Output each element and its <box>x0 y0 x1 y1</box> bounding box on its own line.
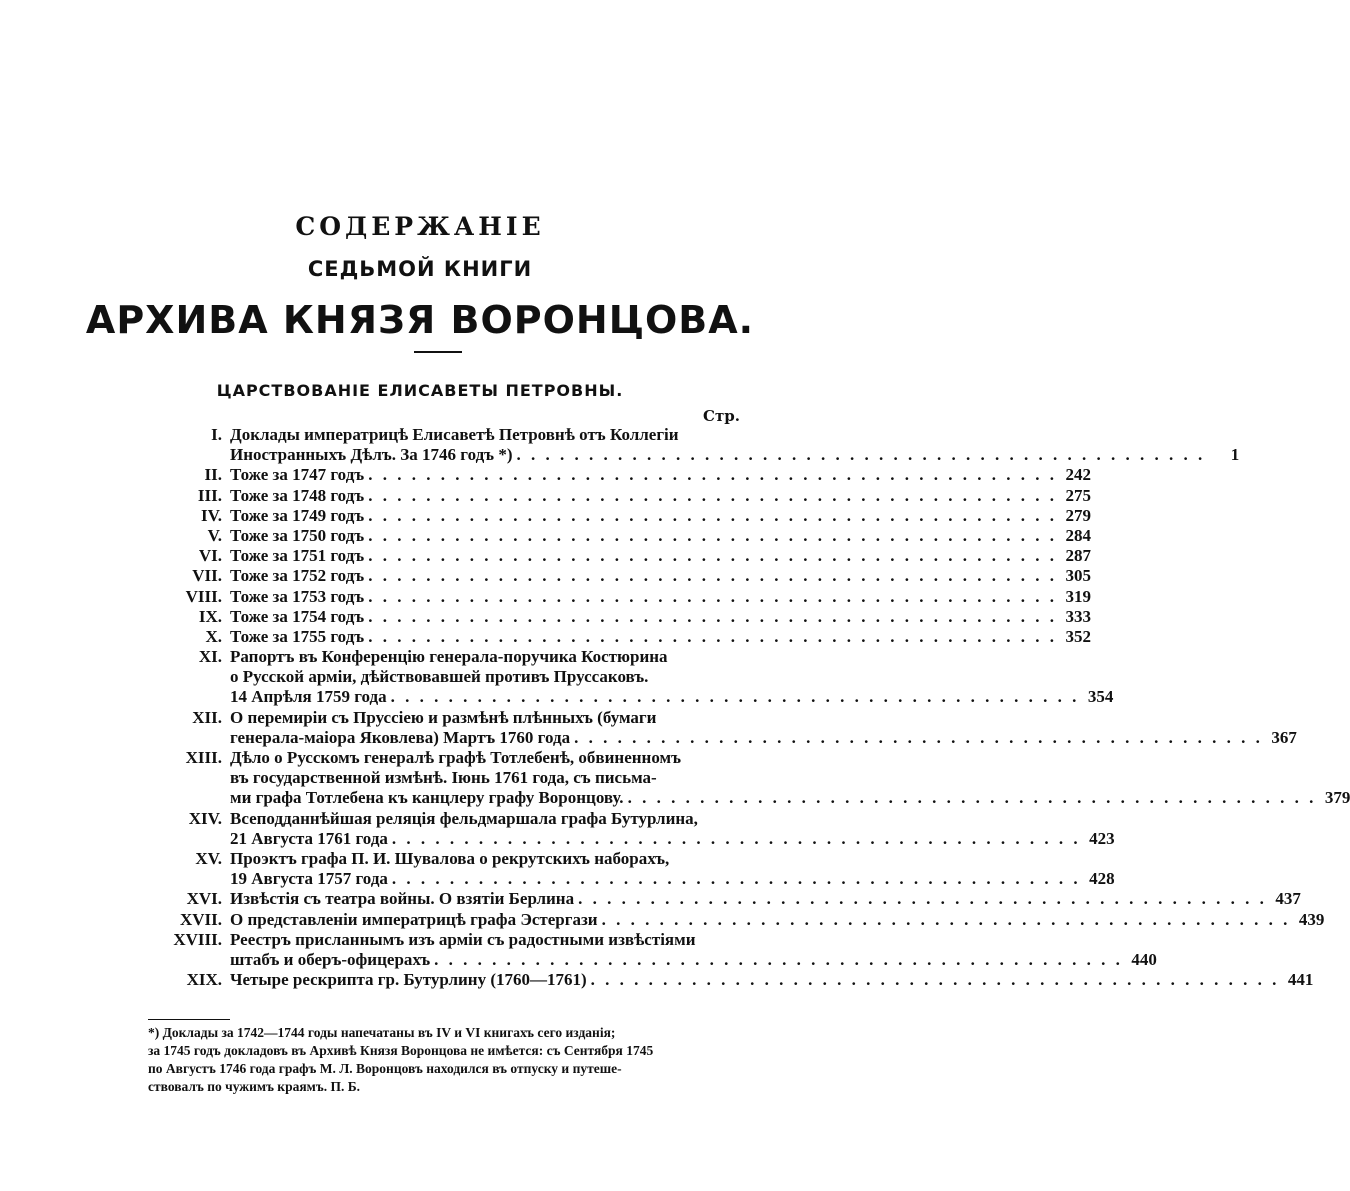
toc-entry-number: VI. <box>198 546 222 566</box>
toc-entry <box>170 929 1157 970</box>
toc-entry-title: Тоже за 1750 годъ <box>230 525 365 545</box>
toc-page-number: 305 <box>1065 566 1091 586</box>
toc-page-number: 275 <box>1065 485 1091 505</box>
toc-page-number: 367 <box>1271 727 1297 747</box>
toc-entry-title: Доклады императрицѣ Елисаветѣ Петровнѣ отъ Коллегіи <box>230 425 679 444</box>
toc-entry-number: XIV. <box>188 808 222 828</box>
toc-page-number: 440 <box>1131 949 1157 969</box>
page-title: АРХИВА КНЯЗЯ ВОРОНЦОВА. <box>85 298 755 342</box>
toc-entry-number: IX. <box>198 606 222 626</box>
toc-entry-title: О представленіи императрицѣ графа Эстергази <box>230 909 598 929</box>
toc-entry-number: IV. <box>201 505 222 525</box>
dot-leader: . . . . . . . . . . . . . . . . . . . . . . . . . . . . . . . . . . . . . . . . . . . . . . . . <box>368 626 1057 646</box>
toc-entry-number: XV. <box>195 848 222 868</box>
toc-entry-title: Тоже за 1752 годъ <box>230 566 365 586</box>
toc-entry-title: Тоже за 1747 годъ <box>230 465 365 485</box>
toc-entry-title: 14 Апрѣля 1759 года <box>230 687 387 707</box>
toc-entry-number: V. <box>207 525 222 545</box>
toc-entry <box>170 586 1091 607</box>
toc-entry <box>170 707 1297 748</box>
toc-entry-number: VII. <box>192 566 222 586</box>
toc-entry <box>170 525 1091 546</box>
dot-leader: . . . . . . . . . . . . . . . . . . . . . . . . . . . . . . . . . . . . . . . . . . . . . . . . <box>627 788 1317 808</box>
dot-leader: . . . . . . . . . . . . . . . . . . . . . . . . . . . . . . . . . . . . . . . . . . . . . . . . <box>368 525 1057 545</box>
toc-page-number: 352 <box>1065 626 1091 646</box>
toc-entry-number: XI. <box>198 647 222 667</box>
toc-entry <box>170 889 1301 909</box>
dot-leader: . . . . . . . . . . . . . . . . . . . . . . . . . . . . . . . . . . . . . . . . . . . . . . . . <box>601 909 1291 929</box>
toc-entry-number: I. <box>211 425 222 444</box>
toc-entry-title: Четыре рескрипта гр. Бутурлину (1760—1761) <box>230 970 587 990</box>
title-divider <box>414 351 462 353</box>
dot-leader: . . . . . . . . . . . . . . . . . . . . . . . . . . . . . . . . . . . . . . . . . . . . . . . . <box>578 889 1267 909</box>
toc-entry-number: VIII. <box>185 586 222 606</box>
toc-entry-title: Тоже за 1753 годъ <box>230 586 365 606</box>
toc-page-number: 319 <box>1065 586 1091 606</box>
toc-entry-number: XVIII. <box>173 929 222 949</box>
dot-leader: . . . . . . . . . . . . . . . . . . . . . . . . . . . . . . . . . . . . . . . . . . . . . . . . <box>391 828 1081 848</box>
dot-leader: . . . . . . . . . . . . . . . . . . . . . . . . . . . . . . . . . . . . . . . . . . . . . . . . <box>368 606 1057 626</box>
dot-leader: . . . . . . . . . . . . . . . . . . . . . . . . . . . . . . . . . . . . . . . . . . . . . . . . <box>590 970 1280 990</box>
footnote-line: ствовалъ по чужимъ краямъ. П. Б. <box>148 1079 361 1094</box>
toc-entry-title: въ государственной измѣнѣ. Іюнь 1761 года, съ письма- <box>230 768 657 788</box>
toc-entry-number: XIII. <box>185 748 222 767</box>
toc-entry-title: 19 Августа 1757 года <box>230 869 388 889</box>
toc-entry <box>170 425 1240 465</box>
toc-entry-title: штабъ и оберъ-офицерахъ <box>230 949 431 969</box>
toc-entry-title: Реестръ присланнымъ изъ арміи съ радостными извѣстіями <box>230 929 696 949</box>
dot-leader: . . . . . . . . . . . . . . . . . . . . . . . . . . . . . . . . . . . . . . . . . . . . . . . . <box>368 586 1057 606</box>
footnote-divider <box>148 1019 230 1020</box>
toc-entry-title: Тоже за 1749 годъ <box>230 505 365 525</box>
ornate-title: СОДЕРЖАНІЕ <box>295 212 545 241</box>
dot-leader: . . . . . . . . . . . . . . . . . . . . . . . . . . . . . . . . . . . . . . . . . . . . . . . . <box>574 727 1263 747</box>
toc-entry-title: Проэктъ графа П. И. Шувалова о рекрутскихъ наборахъ, <box>230 848 670 868</box>
toc-entry <box>170 848 1115 889</box>
footnote-line: по Августъ 1746 года графъ М. Л. Воронцовъ находился въ отпуску и путеше- <box>148 1061 622 1076</box>
toc-entry <box>170 909 1325 930</box>
toc-page-number: 354 <box>1087 687 1114 707</box>
toc-entry-number: XII. <box>192 707 222 727</box>
toc-page-number: 439 <box>1298 909 1325 929</box>
toc-entry <box>170 485 1091 506</box>
toc-page-number: 441 <box>1287 970 1314 990</box>
toc-entry-title: Рапортъ въ Конференцію генерала-поручика Костюрина <box>230 647 668 667</box>
toc-page-number: 379 <box>1324 788 1350 808</box>
toc-entry <box>170 626 1091 647</box>
toc-entry-title: Тоже за 1748 годъ <box>230 485 365 505</box>
toc-entry-title: О перемиріи съ Пруссіею и размѣнѣ плѣнныхъ (бумаги <box>230 707 657 727</box>
toc-entry-number: XIX. <box>186 970 222 990</box>
toc-entry-number: X. <box>205 626 222 646</box>
toc-entry-title: Дѣло о Русскомъ генералѣ графѣ Тотлебенѣ, обвиненномъ <box>230 748 681 767</box>
toc-entry <box>170 546 1091 566</box>
table-of-contents <box>170 425 1350 990</box>
dot-leader: . . . . . . . . . . . . . . . . . . . . . . . . . . . . . . . . . . . . . . . . . . . . . . . . <box>516 445 1206 465</box>
toc-entry-number: II. <box>204 465 222 485</box>
subtitle: СЕДЬМОЙ КНИГИ <box>307 257 533 281</box>
toc-entry-title: Тоже за 1755 годъ <box>230 626 365 646</box>
toc-entry-title: Иностранныхъ Дѣлъ. За 1746 годъ *) <box>230 445 513 465</box>
toc-page-number: 242 <box>1065 465 1091 485</box>
toc-entry-title: Извѣстія съ театра войны. О взятіи Берлина <box>230 889 575 909</box>
toc-entry-title: Всеподданнѣйшая реляція фельдмаршала графа Бутурлина, <box>230 808 698 828</box>
toc-page-number: 437 <box>1275 889 1301 909</box>
toc-page-number: 279 <box>1065 505 1091 525</box>
footnote-line: *) Доклады за 1742—1744 годы напечатаны въ IV и VI книгахъ сего изданія; <box>148 1025 616 1040</box>
toc-entry <box>170 647 1114 708</box>
toc-entry <box>170 465 1091 485</box>
toc-page-number: 1 <box>1230 445 1240 465</box>
toc-entry-number: XVI. <box>186 889 222 909</box>
toc-entry <box>170 505 1091 526</box>
footnote-line: за 1745 годъ докладовъ въ Архивѣ Князя Воронцова не имѣется: съ Сентября 1745 <box>148 1043 654 1058</box>
section-heading: ЦАРСТВОВАНІЕ ЕЛИСАВЕТЫ ПЕТРОВНЫ. <box>216 381 624 400</box>
toc-entry <box>170 566 1091 586</box>
toc-page-number: 287 <box>1065 546 1091 566</box>
page-column-label: Стр. <box>703 407 740 425</box>
toc-entry-title: 21 Августа 1761 года <box>230 828 388 848</box>
dot-leader: . . . . . . . . . . . . . . . . . . . . . . . . . . . . . . . . . . . . . . . . . . . . . . . . <box>391 869 1081 889</box>
toc-entry-number: XVII. <box>179 909 222 929</box>
toc-page-number: 333 <box>1065 606 1091 626</box>
toc-entry <box>170 606 1091 627</box>
toc-entry <box>170 808 1115 849</box>
dot-leader: . . . . . . . . . . . . . . . . . . . . . . . . . . . . . . . . . . . . . . . . . . . . . . . . <box>390 687 1080 707</box>
toc-entry-title: Тоже за 1751 годъ <box>230 546 365 566</box>
dot-leader: . . . . . . . . . . . . . . . . . . . . . . . . . . . . . . . . . . . . . . . . . . . . . . . . <box>368 485 1057 505</box>
dot-leader: . . . . . . . . . . . . . . . . . . . . . . . . . . . . . . . . . . . . . . . . . . . . . . . . <box>434 949 1123 969</box>
toc-entry <box>170 748 1350 809</box>
dot-leader: . . . . . . . . . . . . . . . . . . . . . . . . . . . . . . . . . . . . . . . . . . . . . . . . <box>368 505 1057 525</box>
dot-leader: . . . . . . . . . . . . . . . . . . . . . . . . . . . . . . . . . . . . . . . . . . . . . . . . <box>368 465 1057 485</box>
dot-leader: . . . . . . . . . . . . . . . . . . . . . . . . . . . . . . . . . . . . . . . . . . . . . . . . <box>368 566 1057 586</box>
toc-entry-title: Тоже за 1754 годъ <box>230 606 365 626</box>
toc-page-number: 423 <box>1089 828 1115 848</box>
toc-entry-title: о Русской арміи, дѣйствовавшей противъ Пруссаковъ. <box>230 667 649 687</box>
toc-page-number: 284 <box>1065 525 1091 545</box>
toc-entry-number: III. <box>197 485 222 505</box>
toc-entry-title: генерала-маіора Яковлева) Мартъ 1760 года <box>230 727 571 747</box>
footnote <box>148 1024 740 1096</box>
dot-leader: . . . . . . . . . . . . . . . . . . . . . . . . . . . . . . . . . . . . . . . . . . . . . . . . <box>368 546 1057 566</box>
toc-page-number: 428 <box>1089 869 1115 889</box>
toc-entry-title: ми графа Тотлебена къ канцлеру графу Воронцову. <box>230 788 624 808</box>
toc-entry <box>170 970 1314 990</box>
